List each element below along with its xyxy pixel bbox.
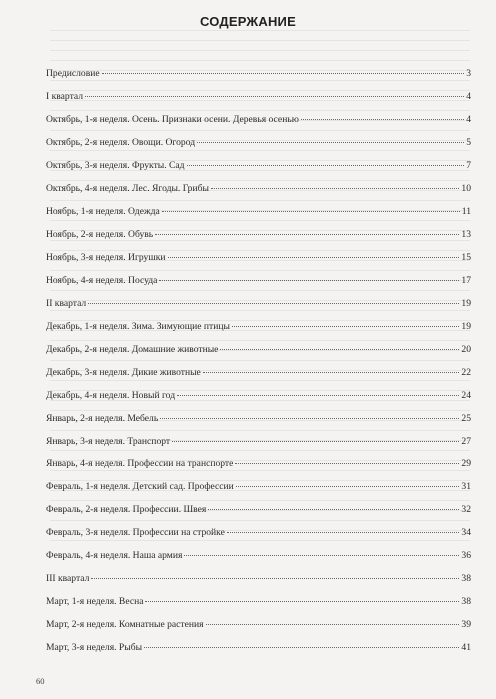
toc-entry-title: III квартал (46, 573, 90, 585)
toc-entry-page: 25 (461, 412, 471, 424)
toc-entry-page: 38 (461, 596, 471, 608)
toc-entry-title: Декабрь, 1-я неделя. Зима. Зимующие птицы (46, 320, 230, 332)
toc-entry-page: 19 (461, 320, 471, 332)
toc-entry (46, 344, 471, 367)
toc-entry-title: Февраль, 1-я неделя. Детский сад. Профессии (46, 481, 234, 493)
toc-entry (46, 229, 471, 252)
dot-leader (144, 647, 459, 648)
toc-entry-page: 27 (461, 435, 471, 447)
dot-leader (232, 326, 459, 327)
dot-leader (145, 601, 459, 602)
toc-entry-title: Январь, 2-я неделя. Мебель (46, 412, 159, 424)
toc-entry-title: Ноябрь, 3-я неделя. Игрушки (46, 251, 166, 263)
dot-leader (236, 486, 460, 487)
toc-entry (46, 91, 471, 114)
dot-leader (184, 555, 459, 556)
toc-entry (46, 619, 471, 642)
toc-entry-page: 17 (461, 274, 471, 286)
toc-entry (46, 550, 471, 573)
toc-entry-title: Январь, 3-я неделя. Транспорт (46, 435, 171, 447)
toc-entry (46, 68, 471, 91)
dot-leader (172, 441, 459, 442)
toc-entry-title: Февраль, 3-я неделя. Профессии на стройке (46, 527, 225, 539)
dot-leader (301, 119, 464, 120)
toc-entry-page: 11 (461, 205, 471, 217)
toc-entry-title: Октябрь, 1-я неделя. Осень. Признаки осени. Деревья осенью (46, 113, 299, 125)
toc-entry (46, 252, 471, 275)
table-of-contents (46, 68, 471, 665)
dot-leader (159, 280, 459, 281)
toc-entry (46, 367, 471, 390)
toc-entry (46, 504, 471, 527)
toc-entry-page: 39 (461, 619, 471, 631)
toc-entry-page: 4 (466, 90, 471, 102)
toc-entry-title: Ноябрь, 2-я неделя. Обувь (46, 228, 154, 240)
toc-entry-title: Ноябрь, 4-я неделя. Посуда (46, 274, 158, 286)
dot-leader (88, 303, 459, 304)
toc-entry-page: 3 (466, 68, 471, 79)
toc-entry (46, 183, 471, 206)
toc-entry-page: 29 (461, 458, 471, 470)
dot-leader (220, 349, 459, 350)
dot-leader (206, 624, 460, 625)
toc-entry-page: 24 (461, 389, 471, 401)
toc-entry-title: Предисловие (46, 68, 100, 79)
dot-leader (168, 257, 460, 258)
toc-entry-title: Декабрь, 3-я неделя. Дикие животные (46, 366, 201, 378)
toc-entry-page: 32 (461, 504, 471, 516)
toc-entry (46, 596, 471, 619)
toc-entry-page: 36 (461, 550, 471, 562)
toc-entry (46, 436, 471, 459)
dot-leader (208, 509, 459, 510)
dot-leader (155, 234, 459, 235)
toc-entry-title: II квартал (46, 297, 87, 309)
toc-entry-page: 34 (461, 527, 471, 539)
page-title: СОДЕРЖАНИЕ (200, 14, 296, 29)
toc-entry-title: Октябрь, 2-я неделя. Овощи. Огород (46, 136, 196, 148)
dot-leader (102, 73, 465, 74)
dot-leader (235, 463, 459, 464)
toc-entry-title: Март, 1-я неделя. Весна (46, 596, 144, 608)
toc-entry-page: 19 (461, 297, 471, 309)
toc-entry (46, 114, 471, 137)
toc-entry-title: Декабрь, 4-я неделя. Новый год (46, 389, 176, 401)
dot-leader (211, 188, 459, 189)
toc-entry (46, 321, 471, 344)
toc-entry-title: Ноябрь, 1-я неделя. Одежда (46, 205, 160, 217)
toc-entry (46, 298, 471, 321)
toc-entry-page: 4 (466, 113, 471, 125)
toc-entry-page: 15 (461, 251, 471, 263)
toc-entry-page: 20 (461, 343, 471, 355)
toc-entry-page: 22 (461, 366, 471, 378)
toc-entry-page: 10 (461, 182, 471, 194)
toc-entry-page: 7 (466, 159, 471, 171)
dot-leader (160, 418, 459, 419)
toc-entry-title: Декабрь, 2-я неделя. Домашние животные (46, 343, 219, 355)
toc-entry-title: I квартал (46, 90, 84, 102)
toc-entry (46, 206, 471, 229)
toc-entry-page: 38 (461, 573, 471, 585)
toc-entry-page: 13 (461, 228, 471, 240)
toc-entry (46, 573, 471, 596)
toc-entry (46, 137, 471, 160)
dot-leader (162, 211, 460, 212)
toc-entry (46, 481, 471, 504)
dot-leader (85, 96, 464, 97)
dot-leader (187, 165, 465, 166)
toc-entry-title: Март, 3-я неделя. Рыбы (46, 642, 143, 654)
toc-entry (46, 642, 471, 665)
toc-entry (46, 275, 471, 298)
toc-entry (46, 527, 471, 550)
dot-leader (203, 372, 460, 373)
dot-leader (91, 578, 459, 579)
toc-entry-page: 41 (461, 642, 471, 654)
toc-entry-title: Февраль, 2-я неделя. Профессии. Швея (46, 504, 207, 516)
toc-entry (46, 390, 471, 413)
dot-leader (177, 395, 459, 396)
toc-entry (46, 160, 471, 183)
dot-leader (227, 532, 460, 533)
dot-leader (197, 142, 464, 143)
toc-entry-title: Октябрь, 3-я неделя. Фрукты. Сад (46, 159, 185, 171)
toc-entry (46, 458, 471, 481)
toc-entry-page: 31 (461, 481, 471, 493)
toc-entry-title: Февраль, 4-я неделя. Наша армия (46, 550, 183, 562)
toc-entry-page: 5 (466, 136, 471, 148)
page-number: 60 (36, 676, 45, 686)
toc-entry-title: Октябрь, 4-я неделя. Лес. Ягоды. Грибы (46, 182, 209, 194)
toc-entry-title: Январь, 4-я неделя. Профессии на транспорте (46, 458, 234, 470)
toc-entry-title: Март, 2-я неделя. Комнатные растения (46, 619, 204, 631)
toc-entry (46, 413, 471, 436)
